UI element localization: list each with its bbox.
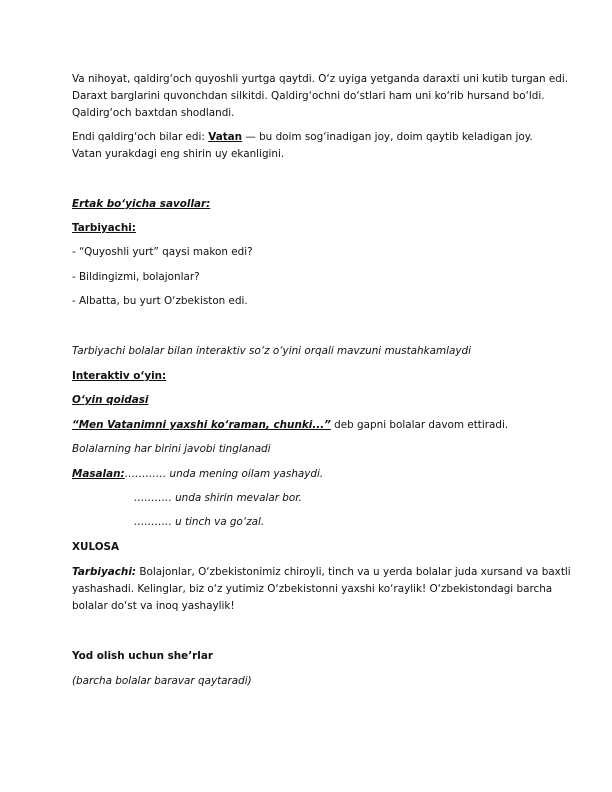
phrase-line <box>72 419 508 432</box>
teacher-label: Tarbiyachi: <box>72 566 137 578</box>
listen-line: Bolalarning har birini javobi tinglanadi <box>72 443 271 455</box>
question-item: - Bildingizmi, bolajonlar? <box>72 271 200 283</box>
text-span: — bu doim sog‘inadigan joy, doim qaytib keladigan joy. <box>242 131 533 143</box>
question-item: - “Quyoshli yurt” qaysi makon edi? <box>72 246 253 258</box>
conclusion-line: yashashadi. Kelinglar, biz o‘z yutimiz O‘zbekistonni yaxshi ko‘raylik! O‘zbekistondagi barcha <box>72 583 553 595</box>
interactive-heading: Interaktiv o‘yin: <box>72 370 167 382</box>
phrase-text: “Men Vatanimni yaxshi ko‘raman, chunki...” <box>72 419 331 431</box>
example-line: ……….. unda shirin mevalar bor. <box>134 492 302 504</box>
poem-heading: Yod olish uchun she’rlar <box>72 650 213 662</box>
example-line: ……….. u tinch va go‘zal. <box>134 516 265 528</box>
teacher-label: Tarbiyachi: <box>72 222 136 234</box>
vatan-keyword: Vatan <box>208 131 243 143</box>
conclusion-line <box>72 566 571 579</box>
conclusion-heading: XULOSA <box>72 541 120 553</box>
paragraph-line: Vatan yurakdagi eng shirin uy ekanligini. <box>72 148 285 160</box>
paragraph-line: Daraxt barglarini quvonchdan silkitdi. Qaldirg‘ochni do‘stlari ham uni ko‘rib hursand bo‘ldi. <box>72 90 545 102</box>
example-label: Masalan: <box>72 468 125 480</box>
example-text: ………… unda mening oilam yashaydi. <box>124 468 324 480</box>
paragraph-line: Qaldirg‘och baxtdan shodlandi. <box>72 107 235 119</box>
text-span: Endi qaldirg‘och bilar edi: <box>72 131 209 143</box>
paragraph-line <box>72 131 533 144</box>
text-span: Bolajonlar, O‘zbekistonimiz chiroyli, tinch va u yerda bolalar juda xursand va baxtli <box>136 566 571 578</box>
interactive-intro: Tarbiyachi bolalar bilan interaktiv so‘z o‘yini orqali mavzuni mustahkamlaydi <box>72 345 472 357</box>
paragraph-line: Va nihoyat, qaldirg‘och quyoshli yurtga qaytdi. O‘z uyiga yetganda daraxti uni kutib turgan edi. <box>72 73 569 85</box>
questions-heading: Ertak bo‘yicha savollar: <box>72 198 211 210</box>
poem-note: (barcha bolalar baravar qaytaradi) <box>72 675 252 687</box>
text-span: deb gapni bolalar davom ettiradi. <box>330 419 509 431</box>
question-item: - Albatta, bu yurt O‘zbekiston edi. <box>72 295 248 307</box>
rules-heading: O‘yin qoidasi <box>72 394 149 406</box>
example-line <box>72 468 323 481</box>
conclusion-line: bolalar do‘st va inoq yashaylik! <box>72 600 235 612</box>
